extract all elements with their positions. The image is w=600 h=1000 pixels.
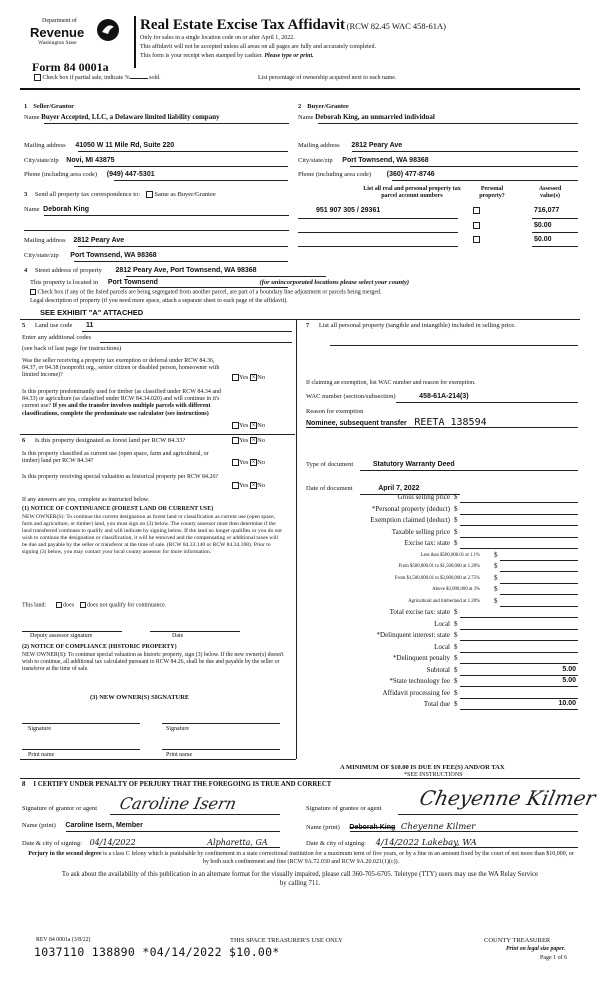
yes-checkbox[interactable] bbox=[232, 422, 239, 429]
section-rule bbox=[20, 319, 580, 320]
tax-row-label: From $1,500,000.01 to $3,000,000 at 2.75% bbox=[394, 575, 480, 581]
new-owner-print-label: Print name bbox=[28, 752, 55, 758]
seller-city[interactable]: Novi, MI 43875 bbox=[66, 157, 115, 164]
correspondence-mailing-row: Mailing address 2812 Peary Ave bbox=[24, 237, 125, 244]
tax-calc-row bbox=[306, 539, 578, 549]
grantor-name-line bbox=[66, 831, 280, 832]
new-owner-sig-line bbox=[162, 723, 280, 724]
tax-row-line bbox=[460, 629, 578, 630]
treasurer-use-label: THIS SPACE TREASURER'S USE ONLY bbox=[230, 937, 343, 944]
segregated-checkbox[interactable] bbox=[30, 289, 36, 295]
tax-row-line bbox=[460, 525, 578, 526]
header-divider bbox=[134, 16, 136, 68]
parcel-line bbox=[298, 218, 458, 219]
dor-emblem-icon bbox=[96, 18, 120, 42]
tax-calc-row bbox=[306, 654, 578, 664]
reason-label: Reason for exemption bbox=[306, 408, 364, 415]
personal-property-checkbox[interactable] bbox=[473, 207, 480, 214]
parcel-line bbox=[532, 218, 578, 219]
assessed-value[interactable]: 716,077 bbox=[534, 207, 560, 214]
tax-row-line bbox=[460, 617, 578, 618]
legal-description: Legal description of property (if you need more space, attach a separate sheet to each page of the affidavit). bbox=[30, 298, 288, 304]
seller-city-row: City/state/zip Novi, MI 43875 bbox=[24, 157, 115, 164]
seller-heading: 1 Seller/Grantor bbox=[24, 103, 75, 110]
grantor-date[interactable]: 04/14/2022 bbox=[89, 838, 136, 847]
forest-q3-yes-no: Yes × No bbox=[232, 482, 265, 490]
county-treasurer-label: COUNTY TREASURER bbox=[484, 937, 551, 944]
grantee-name-row: Name (print) Deborah King Cheyenne Kilmer bbox=[306, 822, 476, 832]
tax-row-line bbox=[460, 548, 578, 549]
seller-mailing[interactable]: 41050 W 11 Mile Rd, Suite 220 bbox=[75, 142, 175, 149]
alt-format-notice: To ask about the availability of this publication in an alternate format for the visually impaired, please call 360-705-6705. Teletype (TTY) users may use the WA Relay Service by calling 711. bbox=[61, 871, 539, 888]
seller-name-row: Name Buyer Accepted, LLC, a Delaware limited liability company bbox=[24, 113, 220, 121]
property-street-line bbox=[126, 276, 326, 277]
tax-row-line bbox=[460, 652, 578, 653]
receipt-stamp: 1037110 138890 *04/14/2022 $10.00* bbox=[34, 945, 280, 959]
tax-row-label: *Delinquent interest: state bbox=[376, 631, 450, 639]
grantor-date-line bbox=[98, 847, 280, 848]
currency-sign: $ bbox=[494, 573, 498, 582]
currency-sign: $ bbox=[454, 539, 458, 547]
header-note-3: This form is your receipt when stamped by cashier. Please type or print. bbox=[140, 53, 314, 59]
new-owner-print-line bbox=[162, 749, 280, 750]
tax-row-label: Agricultural and timberland at 1.28% bbox=[408, 598, 480, 604]
tax-row-label: Excise tax: state bbox=[404, 539, 450, 547]
revision-label: REV 84 0001a (3/8/22) bbox=[36, 937, 91, 943]
exemption-reason[interactable]: Nominee, subsequent transfer bbox=[306, 420, 407, 427]
perjury-notice: Perjury in the second degree is a class C felony which is punishable by confinement in a state correctional institution for a maximum term of five years, or by a fine in an amount fixed by the court of not more than $10,000, or by both such confinement and fine (RCW 9A.72.030 and RCW 9A.20.021(1)(c)). bbox=[28, 851, 574, 865]
forest-q1: 6 Is this property designated as forest land per RCW 84.33? bbox=[22, 437, 186, 444]
grantee-date-row: Date & city of signing: 4/14/2022 Lakebay, WA bbox=[306, 838, 477, 848]
document-type[interactable]: Statutory Warranty Deed bbox=[372, 461, 455, 468]
yes-checkbox[interactable] bbox=[232, 459, 239, 466]
forest-q2: Is this property classified as current use (open space, farm and agricultural, or timber) land per RCW 84.34? bbox=[22, 451, 209, 465]
correspondence-city-row: City/state/zip Port Townsend, WA 98368 bbox=[24, 252, 157, 259]
seller-name[interactable]: Buyer Accepted, LLC, a Delaware limited liability company bbox=[41, 113, 220, 121]
wac-number[interactable]: 458-61A-214(3) bbox=[419, 393, 469, 400]
new-owner-signature-label: Signature bbox=[28, 726, 51, 732]
exhibit-attached[interactable]: SEE EXHIBIT "A" ATTACHED bbox=[40, 308, 144, 317]
grantee-sig-line bbox=[398, 814, 578, 815]
seller-phone-line bbox=[114, 180, 288, 181]
property-street[interactable]: 2812 Peary Ave, Port Townsend, WA 98368 bbox=[115, 267, 257, 274]
minimum-due-note: A MINIMUM OF $10.00 IS DUE IN FEE(S) AND/OR TAX bbox=[340, 764, 505, 771]
grantor-city[interactable]: Alpharetta, GA bbox=[207, 838, 268, 847]
notice-continuance-title: (1) NOTICE OF CONTINUANCE (FOREST LAND OR CURRENT USE) bbox=[22, 506, 214, 512]
tax-row-label: From $500,000.01 to $1,500,000 at 1.28% bbox=[398, 564, 480, 569]
tax-row-line bbox=[460, 675, 578, 676]
tax-row-line bbox=[460, 663, 578, 664]
deputy-signature-label: Deputy assessor signature bbox=[30, 633, 93, 639]
grantee-signature[interactable]: Cheyenne Kilmer bbox=[417, 786, 598, 810]
currency-sign: $ bbox=[494, 585, 498, 593]
yes-checkbox[interactable] bbox=[232, 374, 239, 381]
forest-q3: Is this property receiving special valuation as historical property per RCW 84.26? bbox=[22, 474, 219, 480]
tax-bracket-row bbox=[306, 551, 578, 561]
currency-sign: $ bbox=[454, 516, 458, 524]
currency-sign: $ bbox=[454, 654, 458, 662]
grantor-signature[interactable]: Caroline Isern bbox=[118, 794, 239, 813]
grantor-sig-label: Signature of grantor or agent bbox=[22, 805, 98, 812]
deputy-sig-line bbox=[22, 631, 122, 632]
new-owner-signature-label: Signature bbox=[166, 726, 189, 732]
currency-sign: $ bbox=[454, 619, 458, 628]
seller-city-line bbox=[74, 166, 288, 167]
currency-sign: $ bbox=[454, 677, 458, 685]
tax-calc-row bbox=[306, 643, 578, 653]
correspondence-mailing-line bbox=[78, 246, 288, 247]
ownership-note: List percentage of ownership acquired next to each name. bbox=[258, 75, 397, 81]
yes-checkbox[interactable] bbox=[232, 482, 239, 489]
seller-mailing-line bbox=[78, 151, 288, 152]
tax-row-label: Exemption claimed (deduct) bbox=[370, 516, 450, 524]
parcels-col-header-1: List all real and personal property tax parcel account numbers bbox=[363, 186, 461, 200]
correspondence-name[interactable]: Deborah King bbox=[43, 206, 90, 213]
grantee-date-line bbox=[382, 847, 578, 848]
tax-bracket-row bbox=[306, 574, 578, 584]
exemption-claim-text: If claiming an exemption, list WAC number and reason for exemption. bbox=[306, 380, 476, 386]
segregated-row: Check box if any of the listed parcels are being segregated from another parcel, are part of a boundary line adjustment or parcels being merged. bbox=[30, 289, 382, 297]
wac-row: WAC number (section/subsection) 458-61A-214(3) bbox=[306, 393, 469, 400]
tax-row-line bbox=[460, 709, 578, 710]
tax-calc-row bbox=[306, 528, 578, 538]
buyer-mailing-line bbox=[352, 151, 578, 152]
timber-yes-no: Yes × No bbox=[232, 422, 265, 430]
tax-row-label: Gross selling price bbox=[397, 493, 450, 501]
tax-row-value[interactable]: 10.00 bbox=[558, 700, 576, 707]
correspondence-city[interactable]: Port Townsend, WA 98368 bbox=[70, 252, 157, 259]
tax-row-label: Total excise tax: state bbox=[389, 608, 450, 616]
property-located-row: This property is located in Port Townsend (for unincorporated locations please select your county) bbox=[30, 279, 410, 286]
no-checkbox-checked[interactable]: × bbox=[251, 458, 256, 467]
tax-row-label: *Personal property (deduct) bbox=[371, 504, 450, 513]
partial-sale-checkbox[interactable] bbox=[34, 74, 41, 81]
buyer-mailing-row: Mailing address 2812 Peary Ave bbox=[298, 142, 403, 149]
tax-calc-row bbox=[306, 505, 578, 515]
assessed-value[interactable]: $0.00 bbox=[534, 236, 552, 243]
tax-row-label: Taxable selling price bbox=[391, 527, 450, 536]
additional-codes-label: Enter any additional codes bbox=[22, 334, 92, 341]
buyer-name-line bbox=[318, 123, 578, 124]
grantee-sig-label: Signature of grantee or agent bbox=[306, 805, 382, 812]
form-title: Real Estate Excise Tax Affidavit (RCW 82.45 WAC 458-61A) bbox=[140, 17, 446, 33]
header-rule bbox=[20, 88, 580, 90]
assessed-value[interactable]: $0.00 bbox=[534, 222, 552, 229]
see-instructions-note: *SEE INSTRUCTIONS bbox=[404, 772, 463, 778]
buyer-mailing[interactable]: 2812 Peary Ave bbox=[351, 142, 403, 149]
grantor-sig-line bbox=[110, 814, 280, 815]
property-location[interactable]: Port Townsend bbox=[107, 279, 158, 286]
tax-row-label: *Delinquent penalty bbox=[393, 654, 450, 662]
buyer-city[interactable]: Port Townsend, WA 98368 bbox=[342, 157, 429, 164]
yes-checkbox[interactable] bbox=[232, 437, 239, 444]
currency-sign: $ bbox=[454, 688, 458, 697]
currency-sign: $ bbox=[494, 562, 498, 570]
correspondence-name-row: Name Deborah King bbox=[24, 206, 90, 213]
land-use-code[interactable]: 11 bbox=[86, 322, 94, 329]
column-divider bbox=[296, 319, 297, 759]
grantee-date-city[interactable]: 4/14/2022 Lakebay, WA bbox=[375, 838, 477, 848]
tax-row-label: *State technology fee bbox=[389, 677, 450, 685]
see-back-note: (see back of last page for instructions) bbox=[22, 345, 122, 352]
personal-property-line bbox=[330, 345, 578, 346]
section-rule bbox=[20, 778, 580, 779]
no-checkbox-checked[interactable]: × bbox=[251, 373, 256, 382]
does-not-checkbox[interactable] bbox=[80, 602, 86, 608]
personal-property-checkbox[interactable] bbox=[473, 236, 480, 243]
tax-calc-row bbox=[306, 700, 578, 710]
document-date[interactable]: April 7, 2022 bbox=[378, 485, 420, 492]
additional-codes-line bbox=[100, 342, 292, 343]
tax-calc-row bbox=[306, 677, 578, 687]
buyer-name-row: Name Deborah King, an unmarried individual bbox=[298, 113, 435, 121]
tax-row-line bbox=[500, 583, 578, 584]
correspondence-blank-line bbox=[24, 230, 289, 231]
grantor-name-row: Name (print) Caroline Isern, Member bbox=[22, 822, 143, 829]
parcel-line bbox=[298, 232, 458, 233]
tax-calc-row bbox=[306, 608, 578, 618]
buyer-city-line bbox=[350, 166, 578, 167]
currency-sign: $ bbox=[454, 527, 458, 536]
buyer-name[interactable]: Deborah King, an unmarried individual bbox=[315, 113, 435, 121]
deputy-date-line bbox=[150, 631, 240, 632]
tax-row-value[interactable]: 5.00 bbox=[562, 665, 576, 673]
tax-row-line bbox=[500, 594, 578, 595]
new-owner-sig-heading: (3) NEW OWNER(S) SIGNATURE bbox=[90, 694, 190, 701]
correspondence-row: 3 Send all property tax correspondence to: Same as Buyer/Grantee bbox=[24, 191, 216, 198]
currency-sign: $ bbox=[454, 665, 458, 674]
parcel-line bbox=[532, 232, 578, 233]
section-rule bbox=[20, 759, 296, 760]
currency-sign: $ bbox=[454, 504, 458, 513]
parcel-line bbox=[532, 246, 578, 247]
land-use-line bbox=[82, 331, 292, 332]
tax-row-value[interactable]: 5.00 bbox=[562, 677, 576, 684]
tax-calc-row bbox=[306, 493, 578, 503]
new-owner-sig-line bbox=[22, 723, 140, 724]
page-number: Page 1 of 6 bbox=[540, 955, 568, 961]
tax-calc-row bbox=[306, 620, 578, 630]
property-located-line bbox=[120, 287, 288, 288]
tax-row-label: Above $3,000,000 at 3% bbox=[432, 587, 480, 592]
tax-calc-row bbox=[306, 689, 578, 699]
tax-row-label: Total due bbox=[423, 700, 450, 708]
exemption-question: Was the seller receiving a property tax exemption or deferral under RCW 84.36, 84.37, or 84.38 (nonprofit org., senior citizen or disabled person, homeowner with limited income)? bbox=[22, 358, 220, 379]
tax-row-line bbox=[460, 514, 578, 515]
parcels-col-header-3: Assessed value(s) bbox=[538, 186, 562, 200]
seller-mailing-row: Mailing address 41050 W 11 Mile Rd, Suite 220 bbox=[24, 142, 175, 149]
tax-row-line bbox=[460, 686, 578, 687]
reason-line bbox=[306, 427, 578, 428]
parcel-row bbox=[298, 205, 580, 219]
this-land-row: This land: does does not qualify for continuance. bbox=[22, 602, 167, 609]
notice-continuance-body: NEW OWNER(S): To continue the current designation as forest land or classification as current use (open space, farm and agriculture, or timber) land, you must sign on (3) below. The county assessor must then determine if the land transferred continues to qualify and will indicate by signing below. If the land no longer qualifies or you do not wish to continue the designation or classification, it will be removed and the compensating or additional taxes will be due and payable by the seller or transferor at the time of sale. (RCW 84.33.140 or RCW 84.34.108). Prior to signing (3) below, you may contact your local county assessor for more information. bbox=[22, 514, 282, 555]
tax-row-label: Subtotal bbox=[426, 665, 450, 674]
tax-row-line bbox=[500, 560, 578, 561]
document-type-line bbox=[360, 470, 578, 471]
no-checkbox-checked[interactable]: × bbox=[251, 421, 256, 430]
grantor-date-row: Date & city of signing: 04/14/2022 Alpharetta, GA bbox=[22, 838, 268, 847]
grantee-name-struck: Deborah King bbox=[349, 824, 396, 831]
grantor-name[interactable]: Caroline Isern, Member bbox=[65, 822, 143, 829]
tax-row-label: Local bbox=[434, 619, 450, 628]
personal-property-checkbox[interactable] bbox=[473, 222, 480, 229]
currency-sign: $ bbox=[494, 596, 498, 605]
parcel-line bbox=[298, 246, 458, 247]
logo-dept-line2: Revenue bbox=[30, 25, 85, 40]
correspondence-mailing[interactable]: 2812 Peary Ave bbox=[73, 237, 125, 244]
currency-sign: $ bbox=[454, 631, 458, 639]
tax-row-line bbox=[460, 502, 578, 503]
does-checkbox[interactable] bbox=[56, 602, 62, 608]
deputy-date-label: Date bbox=[172, 633, 184, 639]
new-owner-print-line bbox=[22, 749, 140, 750]
document-type-row: Type of document Statutory Warranty Deed bbox=[306, 461, 455, 468]
tax-row-line bbox=[500, 571, 578, 572]
no-checkbox-checked[interactable]: × bbox=[251, 481, 256, 490]
parcel-number[interactable]: 951 907 305 / 29361 bbox=[316, 207, 381, 214]
seller-name-line bbox=[44, 123, 289, 124]
tax-row-line bbox=[500, 606, 578, 607]
header-note-1: Only for sales in a single location code on or after April 1, 2022. bbox=[140, 35, 295, 41]
buyer-phone-row: Phone (including area code) (360) 477-8746 bbox=[298, 171, 435, 178]
correspondence-city-line bbox=[74, 261, 288, 262]
same-as-buyer-checkbox[interactable] bbox=[146, 191, 153, 198]
tax-calc-row bbox=[306, 516, 578, 526]
logo-dept-line1: Department of bbox=[42, 18, 77, 24]
buyer-phone[interactable]: (360) 477-8746 bbox=[386, 171, 435, 178]
document-date-row: Date of document April 7, 2022 bbox=[306, 485, 420, 492]
forest-instructions: If any answers are yes, complete as instructed below. bbox=[22, 497, 150, 503]
partial-sale-row: Check box if partial sale, indicate % sold. bbox=[34, 74, 161, 82]
reeta-stamp: REETA 138594 bbox=[414, 417, 487, 428]
dor-logo bbox=[30, 18, 125, 58]
tax-calc-row bbox=[306, 666, 578, 676]
tax-bracket-row bbox=[306, 585, 578, 595]
tax-row-line bbox=[460, 640, 578, 641]
currency-sign: $ bbox=[454, 642, 458, 651]
currency-sign: $ bbox=[454, 700, 458, 708]
currency-sign: $ bbox=[494, 550, 498, 559]
forest-q2-yes-no: Yes × No bbox=[232, 459, 265, 467]
grantee-name[interactable]: Cheyenne Kilmer bbox=[400, 822, 476, 832]
form-number: Form 84 0001a bbox=[32, 60, 109, 74]
tax-row-label: Less than $500,000.01 at 1.1% bbox=[420, 552, 480, 558]
no-checkbox-checked[interactable]: × bbox=[251, 436, 256, 445]
tax-bracket-row bbox=[306, 597, 578, 607]
land-use-row: 5 Land use code 11 bbox=[22, 322, 94, 329]
header-note-2: This affidavit will not be accepted unless all areas on all pages are fully and accurately completed. bbox=[140, 44, 376, 50]
legal-paper-note: Print on legal size paper. bbox=[506, 946, 566, 952]
logo-dept-line3: Washington State bbox=[38, 40, 77, 46]
notice-compliance-body: NEW OWNER(S): To continue special valuation as historic property, sign (3) below. If the new owner(s) doesn't wish to continue, all additional tax calculated pursuant to RCW 84.26, shall be due and payable by the seller or transferor at the time of sale. bbox=[22, 652, 284, 673]
grantee-name-line bbox=[350, 831, 578, 832]
wac-line bbox=[396, 402, 578, 403]
tax-row-line bbox=[460, 698, 578, 699]
timber-question: Is this property predominantly used for timber (as classified under RCW 84.34 and 84.33) or agriculture (as classified under RCW 84.34.020) and will continue in it's current use? If yes and the transfer involves multiple parcels with different classifications, complete the predominate use calculator (see instructions) bbox=[22, 389, 222, 417]
personal-property-row: 7 List all personal property (tangible and intangible) included in selling price. bbox=[306, 322, 516, 329]
notice-compliance-title: (2) NOTICE OF COMPLIANCE (HISTORIC PROPERTY) bbox=[22, 644, 177, 650]
tax-row-label: Local bbox=[434, 642, 450, 651]
tax-bracket-row bbox=[306, 562, 578, 572]
buyer-heading: 2 Buyer/Grantee bbox=[298, 103, 349, 110]
currency-sign: $ bbox=[454, 493, 458, 501]
property-street-row: 4 Street address of property 2812 Peary Ave, Port Townsend, WA 98368 bbox=[24, 267, 257, 274]
currency-sign: $ bbox=[454, 608, 458, 616]
seller-phone[interactable]: (949) 447-5301 bbox=[106, 171, 155, 178]
buyer-city-row: City/state/zip Port Townsend, WA 98368 bbox=[298, 157, 429, 164]
parcels-col-header-2: Personal property? bbox=[479, 186, 505, 200]
forest-q1-yes-no: Yes × No bbox=[232, 437, 265, 445]
section-rule bbox=[20, 434, 295, 435]
tax-calc-row bbox=[306, 631, 578, 641]
new-owner-print-label: Print name bbox=[166, 752, 193, 758]
exemption-yes-no: Yes × No bbox=[232, 374, 265, 382]
tax-row-label: Affidavit processing fee bbox=[382, 688, 450, 697]
correspondence-name-line bbox=[44, 215, 289, 216]
seller-phone-row: Phone (including area code) (949) 447-5301 bbox=[24, 171, 155, 178]
certify-statement: 8 I CERTIFY UNDER PENALTY OF PERJURY THAT THE FOREGOING IS TRUE AND CORRECT bbox=[22, 781, 332, 788]
tax-row-line bbox=[460, 537, 578, 538]
buyer-phone-line bbox=[392, 180, 578, 181]
